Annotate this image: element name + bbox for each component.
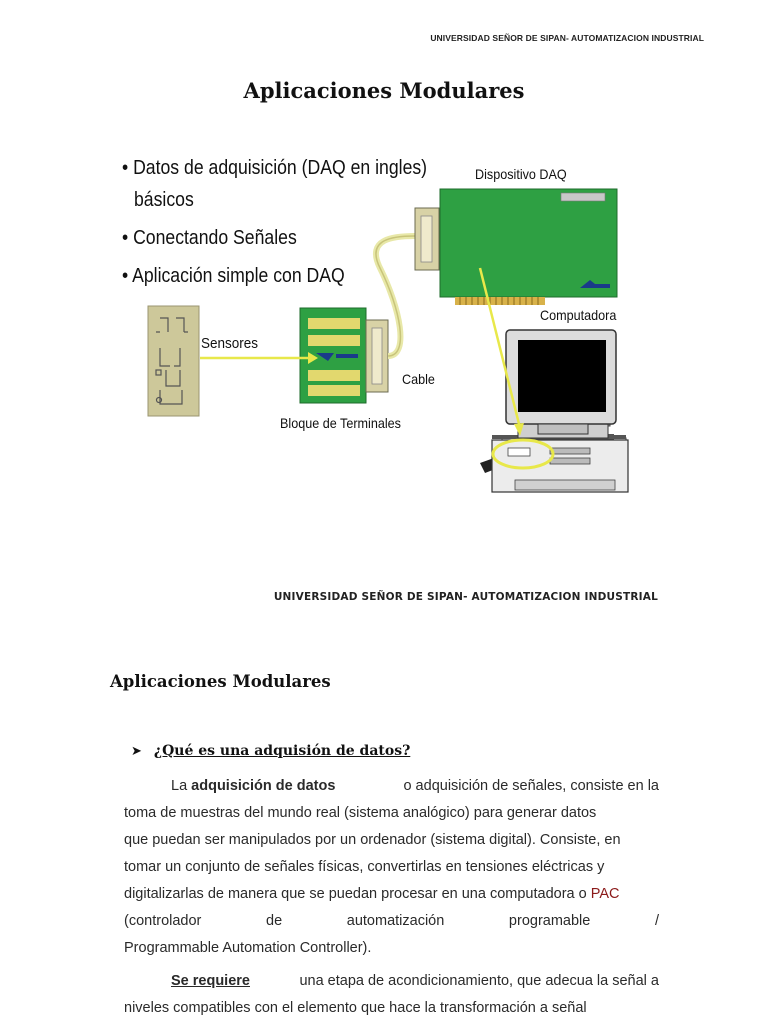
paragraph-conditioning — [124, 968, 659, 1022]
question-text: ¿Qué es una adquisión de datos? — [153, 743, 411, 759]
label-daq-device: Dispositivo DAQ — [475, 166, 567, 182]
text-line: tomar un conjunto de señales físicas, convertirlas en tensiones eléctricas y — [124, 859, 605, 875]
text-line: (controlador de automatización programable / — [124, 913, 659, 929]
text-line: Programmable Automation Controller). — [124, 940, 372, 956]
page-title: Aplicaciones Modulares — [110, 672, 331, 691]
page-header: UNIVERSIDAD SEÑOR DE SIPAN- AUTOMATIZACION INDUSTRIAL — [273, 591, 658, 603]
bold-term: Se requiere — [171, 973, 250, 989]
text-line: Se requiere una etapa de acondicionamiento, que adecua la señal a — [171, 973, 659, 989]
bullet-simple-app: • Aplicación simple con DAQ — [122, 264, 345, 287]
bullet-daq-basics: • Datos de adquisición (DAQ en ingles) — [122, 156, 428, 179]
paragraph-definition — [124, 773, 659, 962]
label-sensors: Sensores — [201, 335, 259, 352]
label-cable: Cable — [402, 371, 435, 387]
text-line: digitalizarlas de manera que se puedan procesar en una computadora o PAC — [124, 886, 620, 902]
bullet-connecting-signals: • Conectando Señales — [122, 226, 297, 249]
pac-link[interactable]: PAC — [590, 886, 620, 902]
text-line: La adquisición de datos o adquisición de señales, consiste en la — [171, 778, 659, 794]
text-line: niveles compatibles con el elemento que hace la transformación a señal — [124, 1000, 587, 1016]
sensor-panel — [148, 306, 199, 416]
label-terminal-block: Bloque de Terminales — [280, 415, 401, 431]
bullet-arrow-icon: ➤ — [131, 744, 142, 759]
label-computer: Computadora — [540, 307, 617, 323]
text-line: toma de muestras del mundo real (sistema analógico) para generar datos — [124, 805, 597, 821]
daq-diagram — [110, 148, 650, 498]
text-line: que puedan ser manipulados por un ordenador (sistema digital). Consiste, en — [124, 832, 621, 848]
page-header: UNIVERSIDAD SEÑOR DE SIPAN- AUTOMATIZACION INDUSTRIAL — [430, 33, 704, 43]
page-title: Aplicaciones Modulares — [243, 78, 525, 103]
bullet-daq-basics-cont: básicos — [134, 188, 194, 211]
question-heading — [131, 743, 410, 759]
bold-term: adquisición de datos — [191, 778, 336, 794]
